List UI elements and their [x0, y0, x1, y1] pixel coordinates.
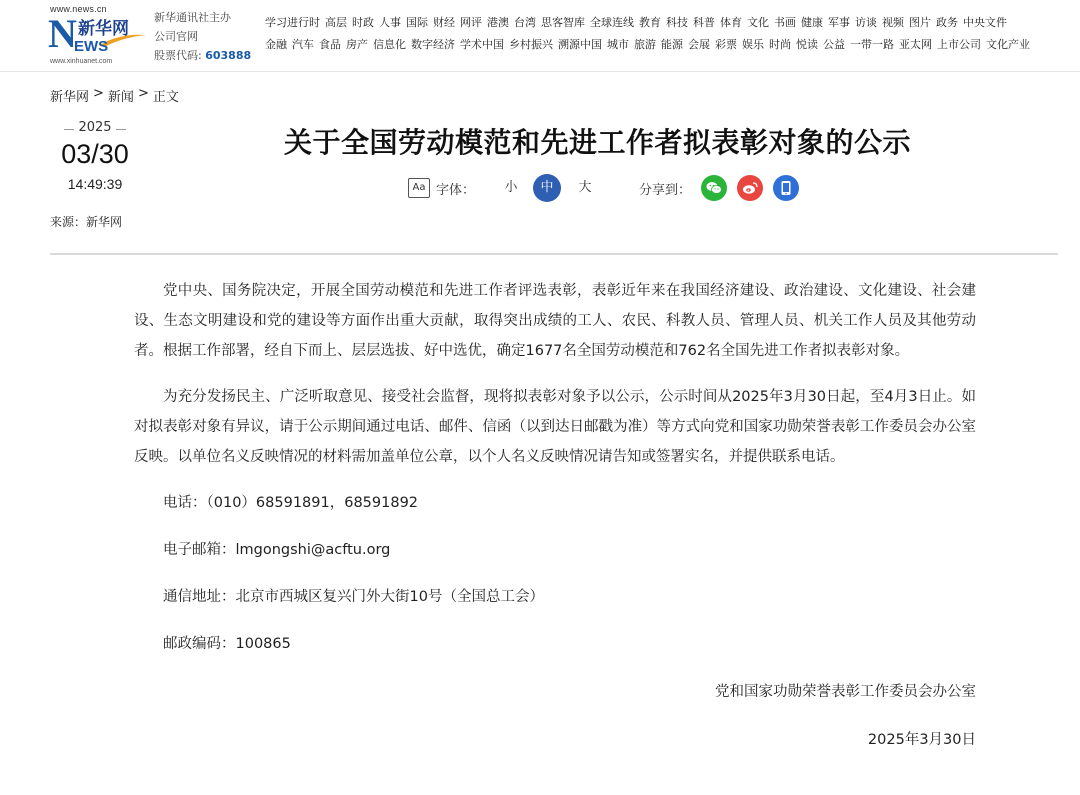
nav-item[interactable]: 人事	[379, 16, 401, 29]
nav-item[interactable]: 访谈	[855, 16, 877, 29]
mobile-icon	[780, 180, 792, 196]
nav-item[interactable]: 时尚	[769, 38, 791, 51]
xinhuanet-logo[interactable]	[48, 4, 148, 66]
nav-item[interactable]: 财经	[433, 16, 455, 29]
agency-line1: 新华通讯社主办	[154, 11, 231, 24]
breadcrumb-home[interactable]: 新华网	[50, 90, 90, 105]
nav-item[interactable]: 娱乐	[742, 38, 764, 51]
nav-item[interactable]: 溯源中国	[558, 38, 602, 51]
agency-info	[154, 8, 251, 65]
logo-url-bottom: www.xinhuanet.com	[50, 58, 113, 65]
nav-item[interactable]: 思客智库	[541, 16, 585, 29]
article-paragraph: 为充分发扬民主、广泛听取意见、接受社会监督，现将拟表彰对象予以公示，公示时间从2025年3月30日起，至4月3日止。如对拟表彰对象有异议，请于公示期间通过电话、邮件、信函（以到达日邮戳为准）等方式向党和国家功勋荣誉表彰工作委员会办公室反映。以单位名义反映情况的材料需加盖单位公章，以个人名义反映情况请告知或签署实名，并提供联系电话。	[134, 389, 976, 465]
signature-date: 2025年3月30日	[867, 732, 976, 748]
publish-date	[50, 116, 140, 192]
nav-item[interactable]: 金融	[265, 38, 287, 51]
share-weibo-button[interactable]	[737, 175, 763, 201]
nav-item[interactable]: 一带一路	[850, 38, 894, 51]
nav-item[interactable]: 军事	[828, 16, 850, 29]
breadcrumb	[50, 86, 179, 105]
nav-item[interactable]: 公益	[823, 38, 845, 51]
nav-item[interactable]: 学习进行时	[265, 16, 320, 29]
contact-address: 通信地址：北京市西城区复兴门外大街10号（全国总工会）	[163, 589, 544, 605]
contact-phone: 电话：（010）68591891，68591892	[163, 495, 419, 511]
nav-item[interactable]: 政务	[936, 16, 958, 29]
date-month-day: 03/30	[61, 139, 129, 169]
stock-code[interactable]: 603888	[205, 49, 252, 62]
nav-row-2	[265, 34, 1065, 56]
date-year: 2025	[78, 120, 112, 135]
nav-item[interactable]: 视频	[882, 16, 904, 29]
nav-item[interactable]: 全球连线	[590, 16, 634, 29]
stock-label: 股票代码:	[154, 49, 202, 62]
logo-url-top: www.news.cn	[50, 4, 107, 14]
nav-item[interactable]: 图片	[909, 16, 931, 29]
site-header	[0, 0, 1080, 72]
nav-item[interactable]: 体育	[720, 16, 742, 29]
share-mobile-button[interactable]	[773, 175, 799, 201]
nav-row-1	[265, 12, 1065, 34]
contact-email: 电子邮箱：lmgongshi@acftu.org	[163, 542, 391, 558]
nav-item[interactable]: 汽车	[292, 38, 314, 51]
nav-item[interactable]: 科普	[693, 16, 715, 29]
share-wechat-button[interactable]	[701, 175, 727, 201]
nav-item[interactable]: 台湾	[514, 16, 536, 29]
agency-line2: 公司官网	[154, 30, 198, 43]
nav-item[interactable]: 上市公司	[937, 38, 981, 51]
nav-item[interactable]: 中央文件	[963, 16, 1007, 29]
breadcrumb-news[interactable]: 新闻	[107, 90, 134, 105]
nav-item[interactable]: 信息化	[373, 38, 406, 51]
nav-item[interactable]: 彩票	[715, 38, 737, 51]
logo-ews: EWS	[74, 38, 109, 55]
stock-info	[154, 46, 251, 65]
nav-item[interactable]: 文化	[747, 16, 769, 29]
nav-item[interactable]: 国际	[406, 16, 428, 29]
nav-item[interactable]: 乡村振兴	[509, 38, 553, 51]
font-size-label: 字体：	[436, 182, 476, 198]
nav-item[interactable]: 会展	[688, 38, 710, 51]
nav-item[interactable]: 亚太网	[899, 38, 932, 51]
header-divider	[50, 253, 1058, 255]
nav-item[interactable]: 旅游	[634, 38, 656, 51]
article-source: 来源：新华网	[50, 215, 123, 229]
font-size-icon: Aa	[408, 178, 430, 198]
nav-item[interactable]: 高层	[325, 16, 347, 29]
nav-item[interactable]: 时政	[352, 16, 374, 29]
article-title: 关于全国劳动模范和先进工作者拟表彰对象的公示	[283, 126, 911, 159]
contact-postcode: 邮政编码：100865	[163, 636, 291, 652]
nav-item[interactable]: 数字经济	[411, 38, 455, 51]
article-body	[134, 276, 976, 773]
article-paragraph: 党中央、国务院决定，开展全国劳动模范和先进工作者评选表彰，表彰近年来在我国经济建设、政治建设、文化建设、社会建设、生态文明建设和党的建设等方面作出重大贡献，取得突出成绩的工人、农民、科教人员、管理人员、机关工作人员及其他劳动者。根据工作部署，经自下而上、层层选拔、好中选优，确定1677名全国劳动模范和762名全国先进工作者拟表彰对象。	[134, 283, 976, 359]
weibo-icon	[742, 181, 758, 195]
signature-org: 党和国家功勋荣誉表彰工作委员会办公室	[715, 684, 976, 700]
logo-cn-name: 新华网	[78, 19, 129, 39]
nav-item[interactable]: 悦读	[796, 38, 818, 51]
nav-item[interactable]: 食品	[319, 38, 341, 51]
wechat-icon	[706, 181, 722, 195]
nav-item[interactable]: 能源	[661, 38, 683, 51]
top-nav	[265, 12, 1065, 56]
font-size-large-button[interactable]: 大	[578, 180, 592, 195]
nav-item[interactable]: 教育	[639, 16, 661, 29]
nav-item[interactable]: 文化产业	[986, 38, 1030, 51]
share-label: 分享到：	[639, 182, 692, 198]
nav-item[interactable]: 城市	[607, 38, 629, 51]
nav-item[interactable]: 书画	[774, 16, 796, 29]
nav-item[interactable]: 港澳	[487, 16, 509, 29]
date-time: 14:49:39	[67, 176, 123, 192]
breadcrumb-current: 正文	[152, 90, 179, 105]
font-size-medium-button[interactable]: 中	[533, 174, 561, 202]
nav-item[interactable]: 科技	[666, 16, 688, 29]
nav-item[interactable]: 网评	[460, 16, 482, 29]
font-size-small-button[interactable]: 小	[504, 180, 518, 195]
nav-item[interactable]: 学术中国	[460, 38, 504, 51]
nav-item[interactable]: 房产	[346, 38, 368, 51]
logo-n-mark: N	[48, 11, 77, 56]
breadcrumb-separator: >	[137, 86, 149, 101]
nav-item[interactable]: 健康	[801, 16, 823, 29]
article-toolbar	[408, 173, 809, 203]
breadcrumb-separator: >	[93, 86, 104, 101]
